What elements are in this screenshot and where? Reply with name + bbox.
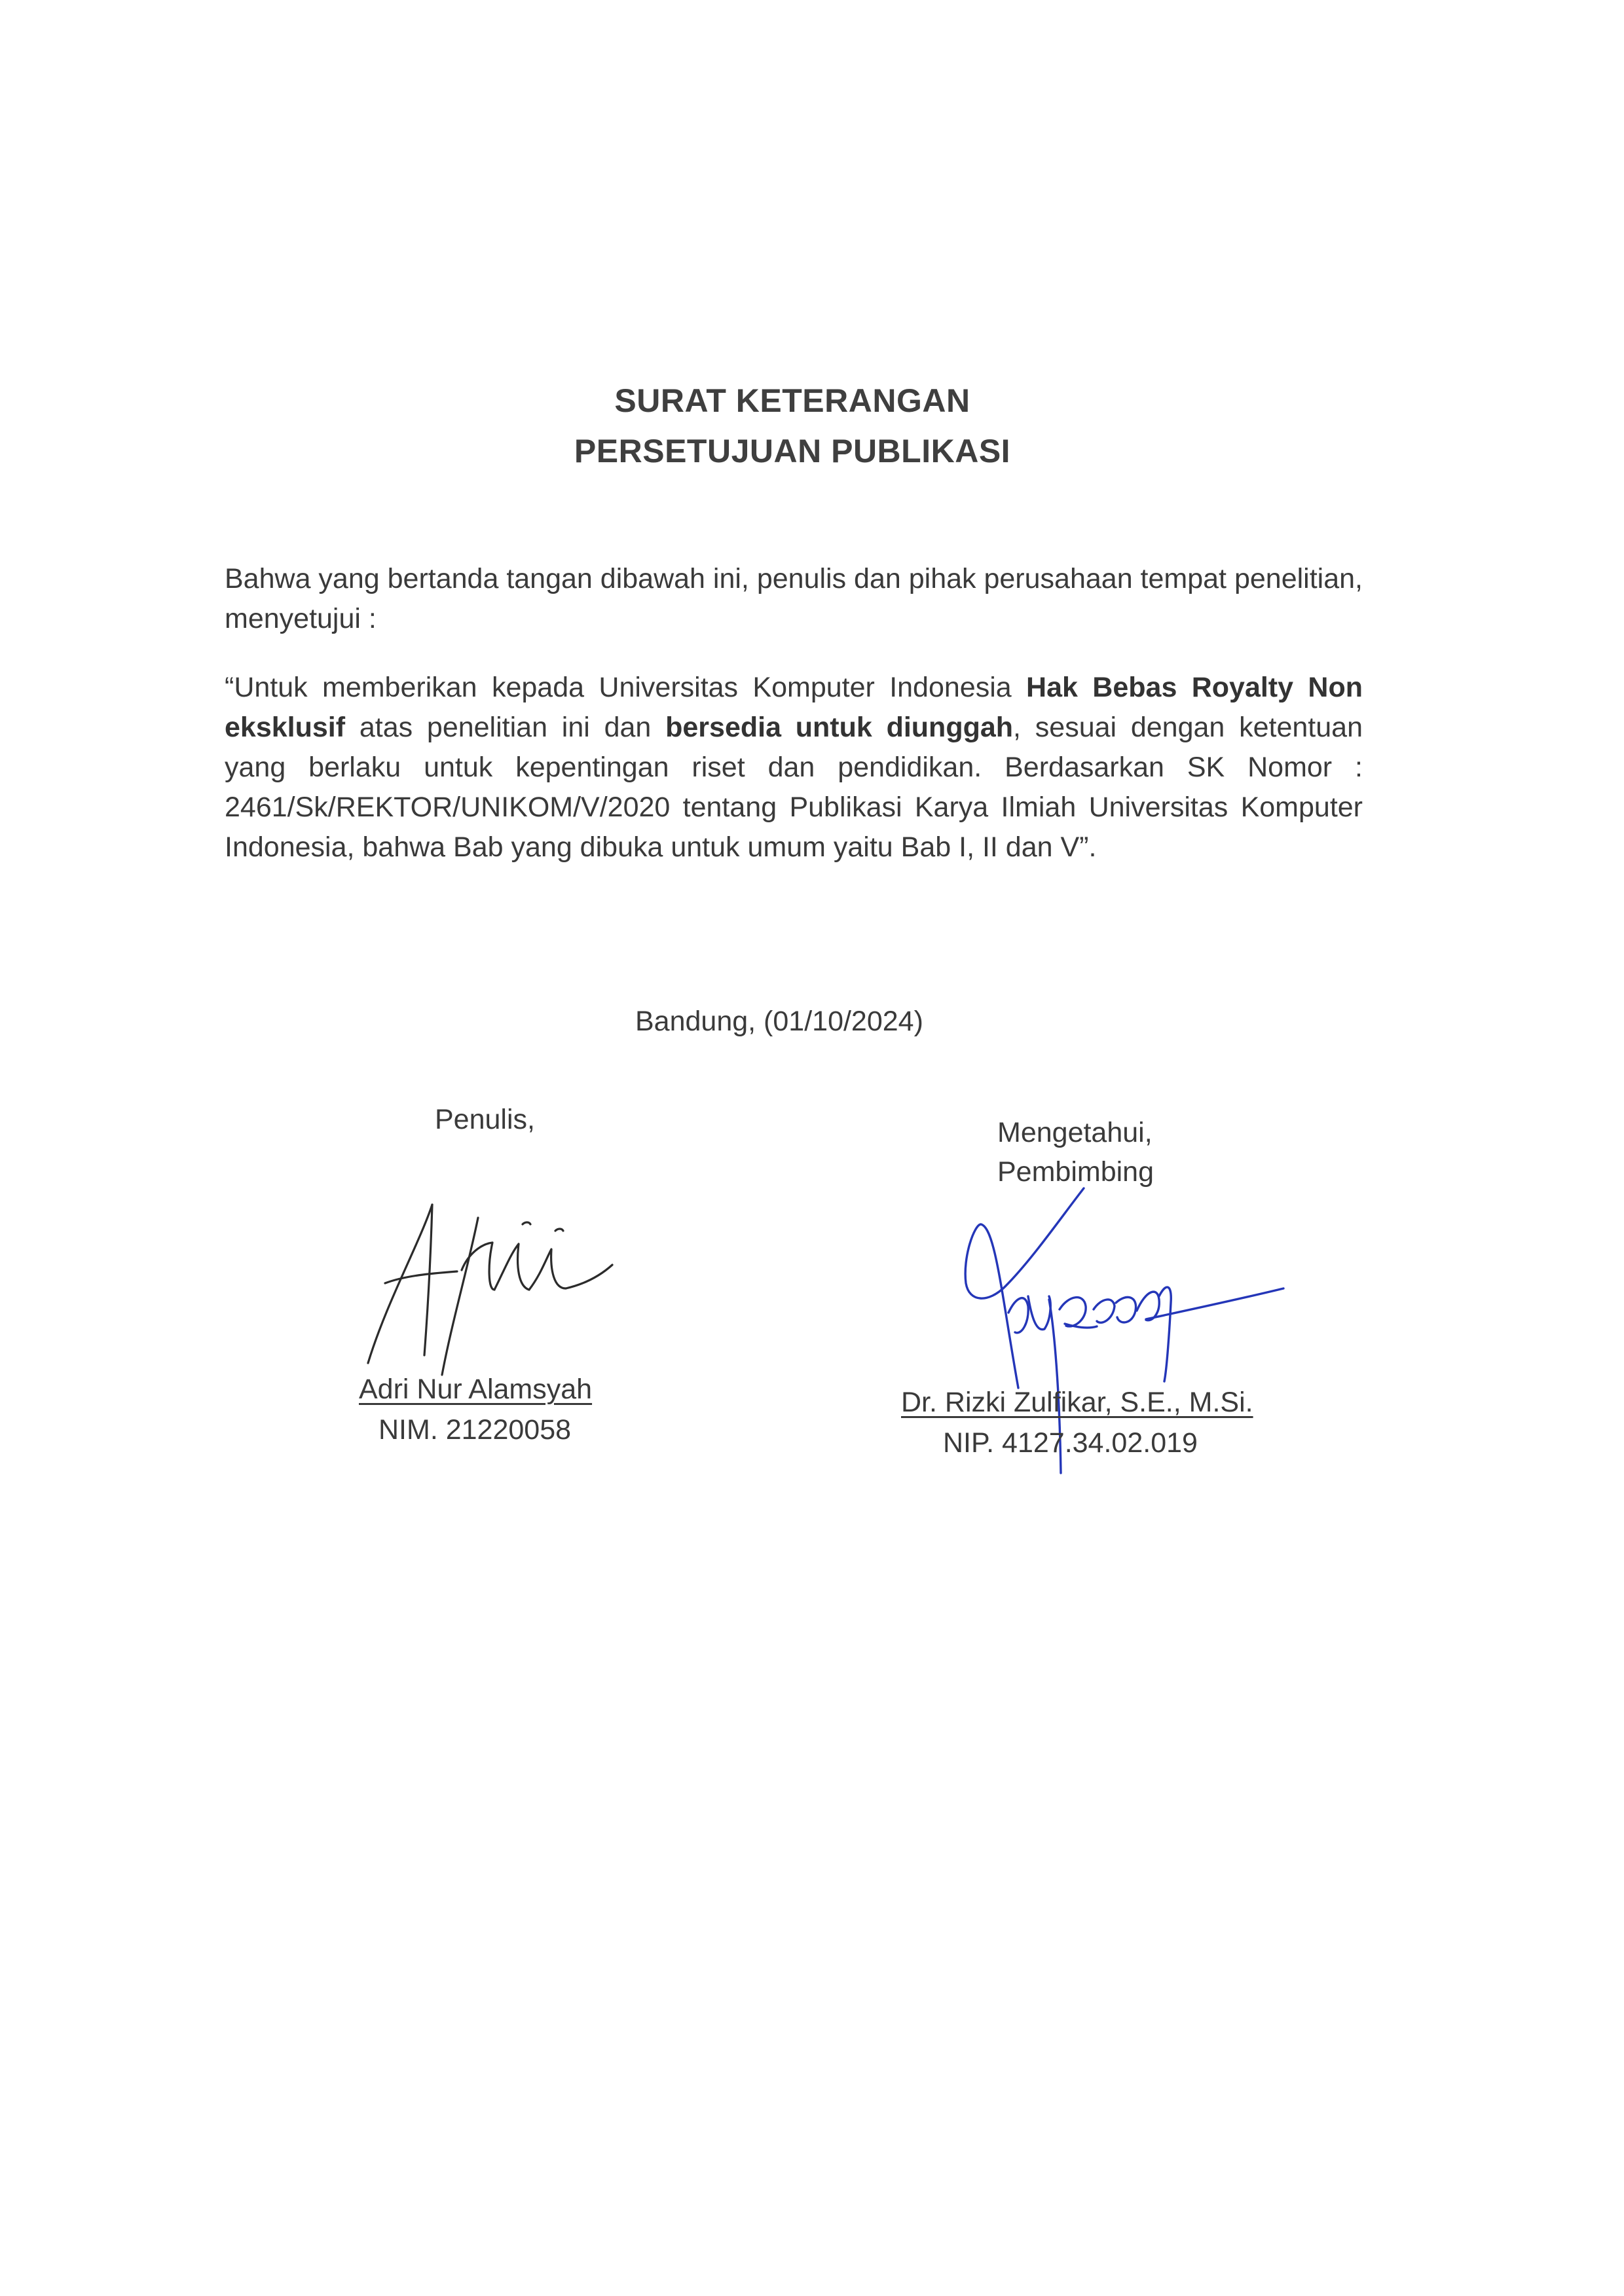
- statement-bold-royalty: Hak Bebas Royalty Non eksklusif: [225, 672, 1363, 743]
- statement-text-1: “Untuk memberikan kepada Universitas Komputer Indonesia: [225, 672, 1027, 703]
- supervisor-name: Dr. Rizki Zulfikar, S.E., M.Si.: [901, 1387, 1253, 1418]
- writer-role-label: Penulis,: [435, 1104, 535, 1135]
- statement-paragraph: [225, 668, 1363, 867]
- document-title-line-1: SURAT KETERANGAN: [614, 382, 970, 419]
- supervisor-id-number: NIP. 4127.34.02.019: [943, 1427, 1198, 1459]
- place-date: Bandung, (01/10/2024): [635, 1006, 923, 1037]
- supervisor-role-label-1: Mengetahui,: [997, 1117, 1153, 1148]
- statement-bold-upload: bersedia untuk diunggah: [665, 712, 1014, 743]
- intro-paragraph: Bahwa yang bertanda tangan dibawah ini, penulis dan pihak perusahaan tempat penelitian, menyetujui :: [225, 563, 1363, 634]
- statement-text-3: , sesuai dengan ketentuan yang berlaku untuk kepentingan riset dan pendidikan. Berdasarkan SK Nomor : 2461/Sk/REKTOR/UNIKOM/V/2020 tentang Publikasi Karya Ilmiah Universitas Komputer Indonesia, bahwa Bab yang dibuka untuk umum yaitu Bab I, II dan V”.: [225, 712, 1363, 863]
- writer-name: Adri Nur Alamsyah: [359, 1374, 593, 1405]
- writer-id-number: NIM. 21220058: [378, 1414, 572, 1446]
- supervisor-role-label-2: Pembimbing: [997, 1156, 1154, 1188]
- writer-signature: [347, 1192, 622, 1381]
- statement-text-2: atas penelitian ini dan: [345, 712, 666, 743]
- document-title-line-2: PERSETUJUAN PUBLIKASI: [574, 433, 1011, 469]
